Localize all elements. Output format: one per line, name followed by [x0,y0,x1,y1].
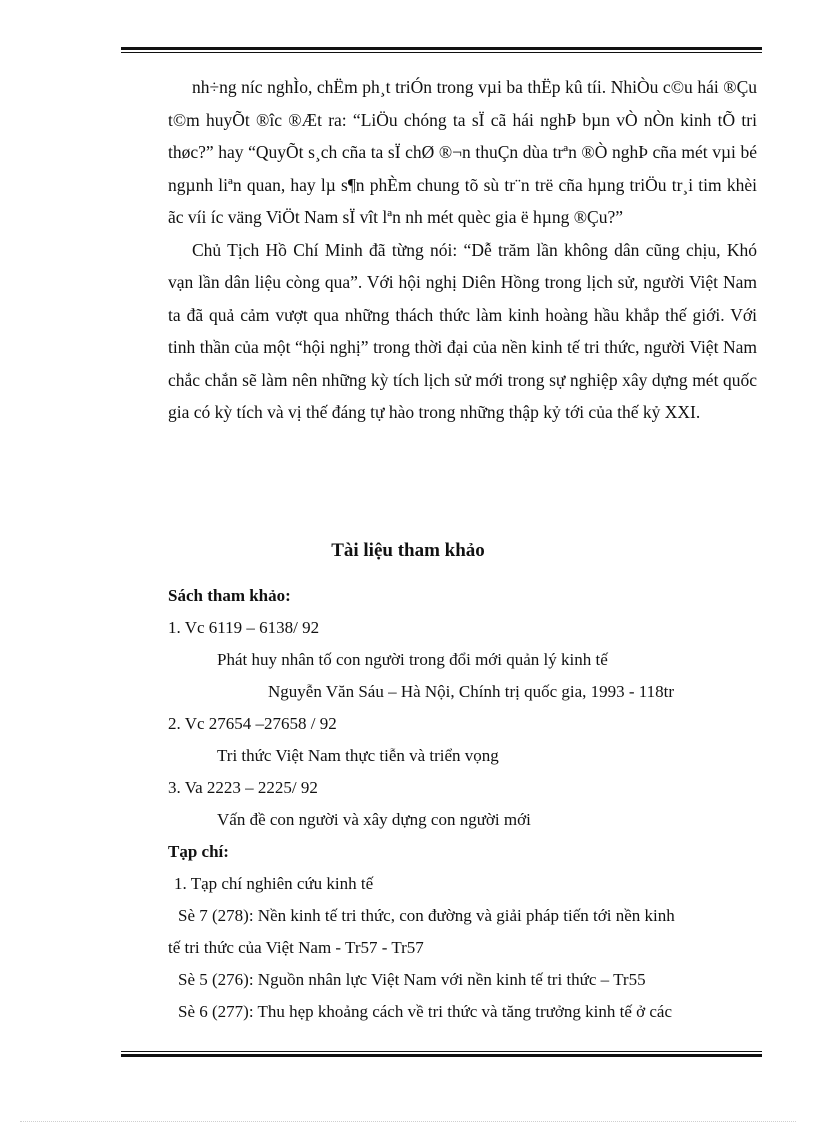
journal-entry: Sè 5 (276): Nguồn nhân lực Việt Nam với nền kinh tế tri thức – Tr55 [178,970,646,989]
books-heading: Sách tham khảo: [168,586,291,605]
paragraph-2: Chủ Tịch Hồ Chí Minh đã từng nói: “Dễ trăm lần không dân cũng chịu, Khó vạn lần dân liệu còng qua”. Với hội nghị Diên Hồng trong lịch sử, người Việt Nam ta đã quả cảm vượt qua những thách thức làm kinh hoàng hầu khắp thế giới. Với tinh thần của một “hội nghị” trong thời đại của nền kinh tế tri thức, người Việt Nam chắc chắn sẽ làm nên những kỳ tích lịch sử mới trong sự nghiệp xây dựng mét quốc gia có kỳ tích và vị thế đáng tự hào trong những thập kỷ tới của thế kỷ XXI. [168,239,757,422]
book-code: 2. Vc 27654 –27658 / 92 [168,714,337,733]
paragraph-1: nh÷ng níc nghÌo, chËm ph¸t triÓn trong vµi ba thËp kû tíi. NhiÒu c©u hái ®Çu t©m huyÕt ®îc ®Æt ra: “LiÖu chóng ta sÏ cã hái nghÞ bµn vÒ nÒn kinh tÕ tri thøc?” hay “QuyÕt s¸ch cña ta sÏ chØ ®¬n thuÇn dùa trªn ®Ò nghÞ cña mét vµi bé ngµnh liªn quan, hay lµ s¶n phÈm chung tõ sù tr¨n trë cña hµng triÖu tr¸i tim khèi ãc víi íc väng ViÖt Nam sÏ vît lªn nh mét quèc gia ë hµng ®Çu?” [168,77,757,227]
body-text [168,71,757,429]
journal-entry: tế tri thức của Việt Nam - Tr57 - Tr57 [168,938,424,957]
book-code: 1. Vc 6119 – 6138/ 92 [168,618,320,637]
page-edge-divider [20,1121,796,1122]
footer-rule [121,1051,762,1057]
book-title: Vấn đề con người và xây dựng con người mới [217,810,531,829]
header-rule [121,47,762,53]
journals-heading: Tạp chí: [168,842,229,861]
book-detail: Nguyễn Văn Sáu – Hà Nội, Chính trị quốc gia, 1993 - 118tr [268,682,675,701]
book-title: Tri thức Việt Nam thực tiễn và triển vọng [217,746,499,765]
references-title: Tài liệu tham khảo [331,540,485,561]
book-code: 3. Va 2223 – 2225/ 92 [168,778,318,797]
journal-entry: Sè 6 (277): Thu hẹp khoảng cách về tri thức và tăng trưởng kinh tế ở các [178,1002,673,1021]
journal-name: 1. Tạp chí nghiên cứu kinh tế [174,874,374,893]
references-list [168,580,757,1028]
book-title: Phát huy nhân tố con người trong đổi mới quản lý kinh tế [217,650,608,669]
journal-entry: Sè 7 (278): Nền kinh tế tri thức, con đường và giải pháp tiến tới nền kinh [178,906,675,925]
